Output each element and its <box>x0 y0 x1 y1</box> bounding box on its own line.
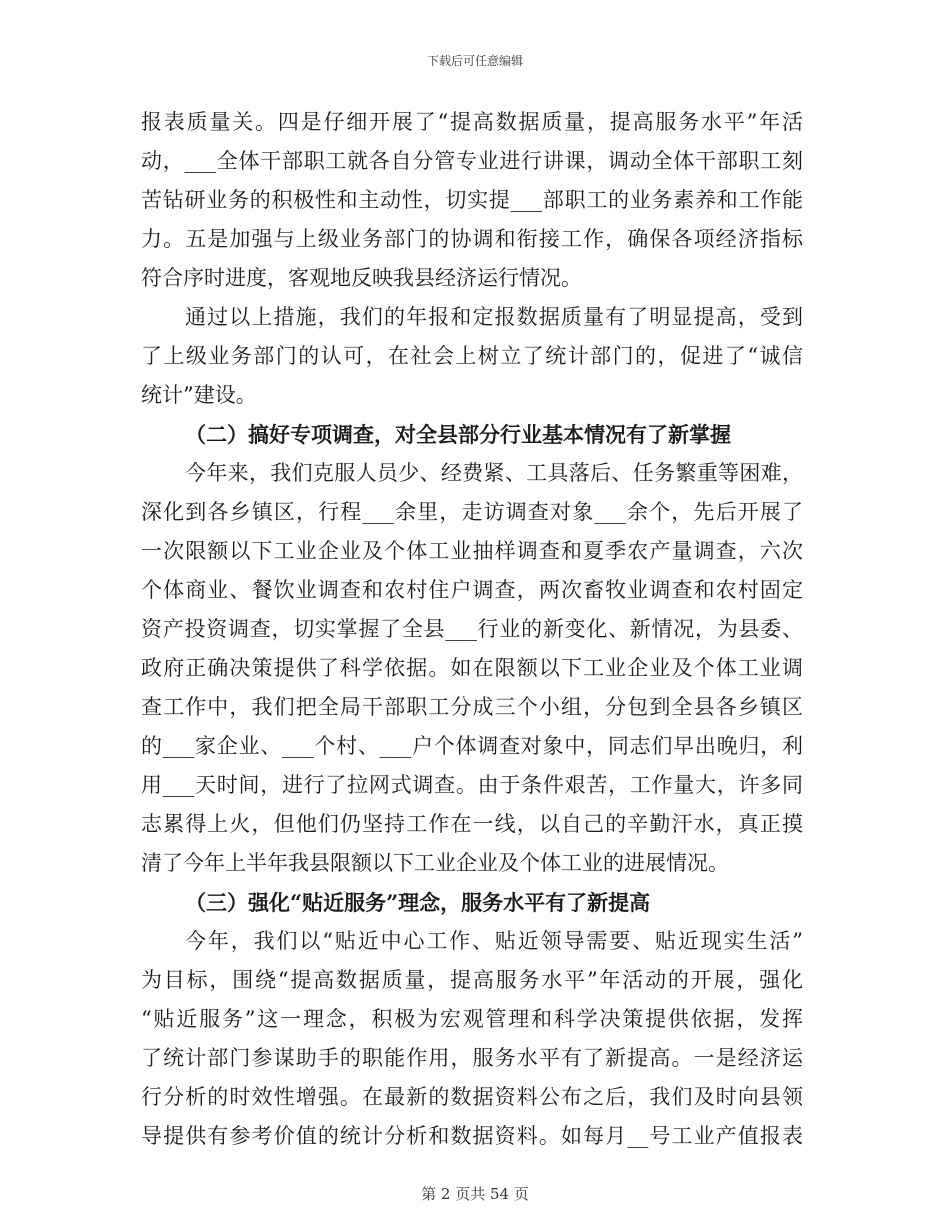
section-heading: （二）搞好专项调查，对全县部分行业基本情况有了新掌握 <box>185 422 731 447</box>
text-line: 政府正确决策提供了科学依据。如在限额以下工业企业及个体工业调 <box>141 656 803 680</box>
text-line: 了统计部门参谋助手的职能作用，服务水平有了新提高。一是经济运 <box>141 1046 803 1070</box>
text-line: 统计”建设。 <box>141 383 257 407</box>
text-line: 清了今年上半年我县限额以下工业企业及个体工业的进展情况。 <box>141 851 729 875</box>
page-footer: 第 2 页共 54 页 <box>421 1185 529 1203</box>
text-line: 苦钻研业务的积极性和主动性，切实提___部职工的业务素养和工作能 <box>141 188 803 212</box>
text-line: 动，___全体干部职工就各自分管专业进行讲课，调动全体干部职工刻 <box>141 149 803 173</box>
text-line: 了上级业务部门的认可，在社会上树立了统计部门的，促进了“诚信 <box>141 344 803 368</box>
text-line: 力。五是加强与上级业务部门的协调和衔接工作，确保各项经济指标 <box>141 227 803 251</box>
text-line: “贴近服务”这一理念，积极为宏观管理和科学决策提供依据，发挥 <box>141 1007 803 1031</box>
section-heading: （三）强化“贴近服务”理念，服务水平有了新提高 <box>185 890 651 915</box>
page-header: 下载后可任意编辑 <box>426 54 523 68</box>
text-line: 查工作中，我们把全局干部职工分成三个小组，分包到全县各乡镇区 <box>141 695 803 719</box>
text-line: 为目标，围绕“提高数据质量，提高服务水平”年活动的开展，强化 <box>141 968 803 992</box>
text-line: 通过以上措施，我们的年报和定报数据质量有了明显提高，受到 <box>185 305 803 329</box>
text-line: 一次限额以下工业企业及个体工业抽样调查和夏季农产量调查，六次 <box>141 539 803 563</box>
text-line: 符合序时进度，客观地反映我县经济运行情况。 <box>141 266 582 290</box>
text-line: 今年来，我们克服人员少、经费紧、工具落后、任务繁重等困难， <box>185 461 803 485</box>
text-line: 报表质量关。四是仔细开展了“提高数据质量，提高服务水平”年活 <box>141 110 803 134</box>
text-line: 行分析的时效性增强。在最新的数据资料公布之后，我们及时向县领 <box>141 1085 803 1109</box>
text-line: 深化到各乡镇区，行程___余里，走访调查对象___余个，先后开展了 <box>141 500 803 524</box>
text-line: 个体商业、餐饮业调查和农村住户调查，两次畜牧业调查和农村固定 <box>141 578 803 602</box>
text-line: 志累得上火，但他们仍坚持工作在一线，以自己的辛勤汗水，真正摸 <box>141 812 803 836</box>
document-body <box>141 103 803 1156</box>
text-line: 资产投资调查，切实掌握了全县___行业的新变化、新情况，为县委、 <box>141 617 803 641</box>
text-line: 导提供有参考价值的统计分析和数据资料。如每月__号工业产值报表 <box>141 1124 803 1148</box>
text-line: 今年，我们以“贴近中心工作、贴近领导需要、贴近现实生活” <box>185 929 803 953</box>
text-line: 的___家企业、___个村、___户个体调查对象中，同志们早出晚归，利 <box>141 734 803 758</box>
text-line: 用___天时间，进行了拉网式调查。由于条件艰苦，工作量大，许多同 <box>141 773 803 797</box>
